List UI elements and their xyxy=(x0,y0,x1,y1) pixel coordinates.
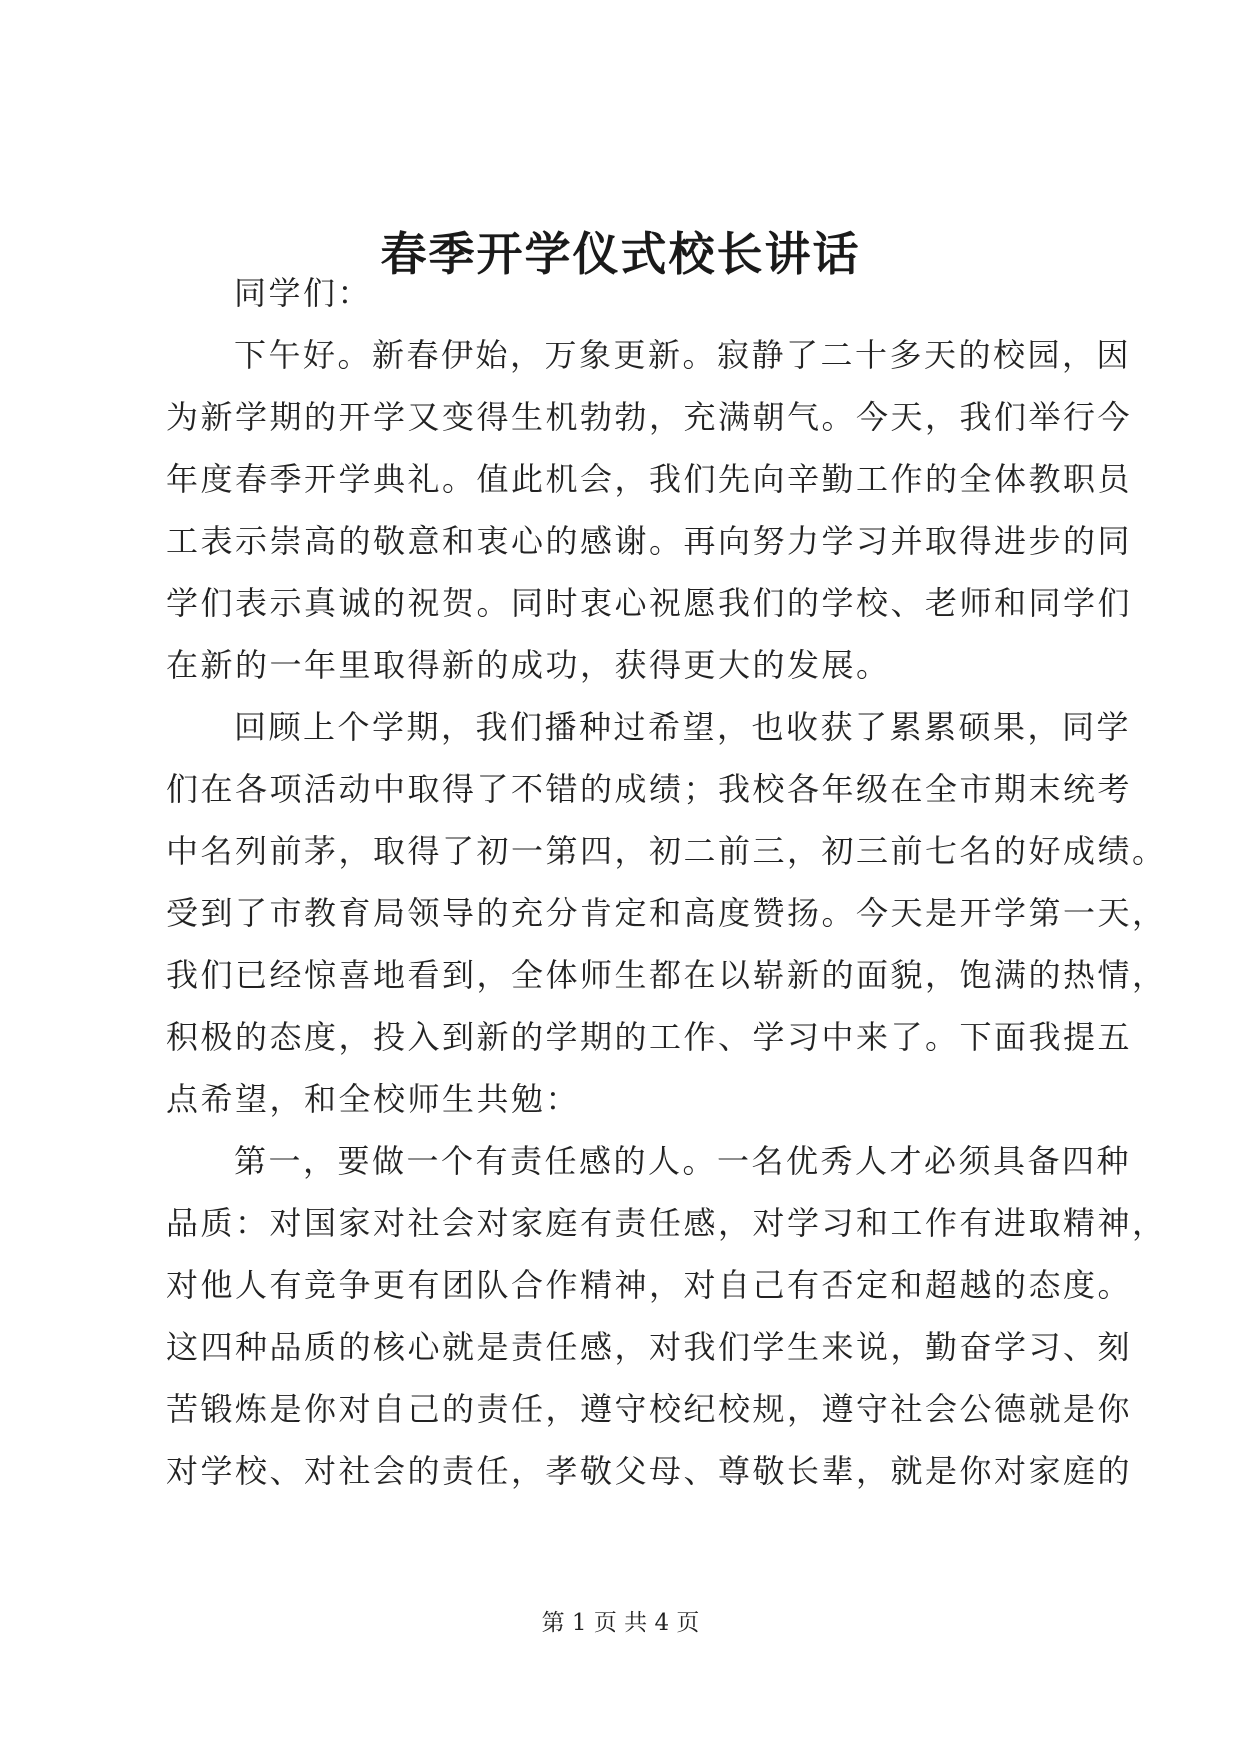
body-text-line: 为新学期的开学又变得生机勃勃，充满朝气。今天，我们举行今 xyxy=(166,398,1133,436)
body-text-line: 在新的一年里取得新的成功，获得更大的发展。 xyxy=(166,646,891,684)
body-text-line: 第一，要做一个有责任感的人。一名优秀人才必须具备四种 xyxy=(234,1142,1132,1180)
body-text-line: 受到了市教育局领导的充分肯定和高度赞扬。今天是开学第一天， xyxy=(166,894,1167,932)
body-text-line: 同学们： xyxy=(234,274,373,312)
body-text-line: 工表示崇高的敬意和衷心的感谢。再向努力学习并取得进步的同 xyxy=(166,522,1133,560)
page-number-footer: 第 1 页 共 4 页 xyxy=(541,1610,700,1636)
body-text-line: 下午好。新春伊始，万象更新。寂静了二十多天的校园，因 xyxy=(234,336,1132,374)
body-text-line: 学们表示真诚的祝贺。同时衷心祝愿我们的学校、老师和同学们 xyxy=(166,584,1133,622)
body-text-line: 们在各项活动中取得了不错的成绩；我校各年级在全市期末统考 xyxy=(166,770,1133,808)
body-text-line: 积极的态度，投入到新的学期的工作、学习中来了。下面我提五 xyxy=(166,1018,1133,1056)
body-text-line: 苦锻炼是你对自己的责任，遵守校纪校规，遵守社会公德就是你 xyxy=(166,1390,1133,1428)
body-text-line: 中名列前茅，取得了初一第四，初二前三，初三前七名的好成绩。 xyxy=(166,832,1167,870)
document-body xyxy=(166,262,1167,1502)
body-text-line: 年度春季开学典礼。值此机会，我们先向辛勤工作的全体教职员 xyxy=(166,460,1133,498)
document-title: 春季开学仪式校长讲话 xyxy=(380,227,861,281)
body-text-line: 对他人有竞争更有团队合作精神，对自己有否定和超越的态度。 xyxy=(166,1266,1133,1304)
body-text-line: 对学校、对社会的责任，孝敬父母、尊敬长辈，就是你对家庭的 xyxy=(166,1452,1133,1490)
body-text-line: 我们已经惊喜地看到，全体师生都在以崭新的面貌，饱满的热情， xyxy=(166,956,1167,994)
body-text-line: 点希望，和全校师生共勉： xyxy=(166,1080,581,1118)
body-text-line: 回顾上个学期，我们播种过希望，也收获了累累硕果，同学 xyxy=(234,708,1132,746)
body-text-line: 品质：对国家对社会对家庭有责任感，对学习和工作有进取精神， xyxy=(166,1204,1167,1242)
body-text-line: 这四种品质的核心就是责任感，对我们学生来说，勤奋学习、刻 xyxy=(166,1328,1133,1366)
